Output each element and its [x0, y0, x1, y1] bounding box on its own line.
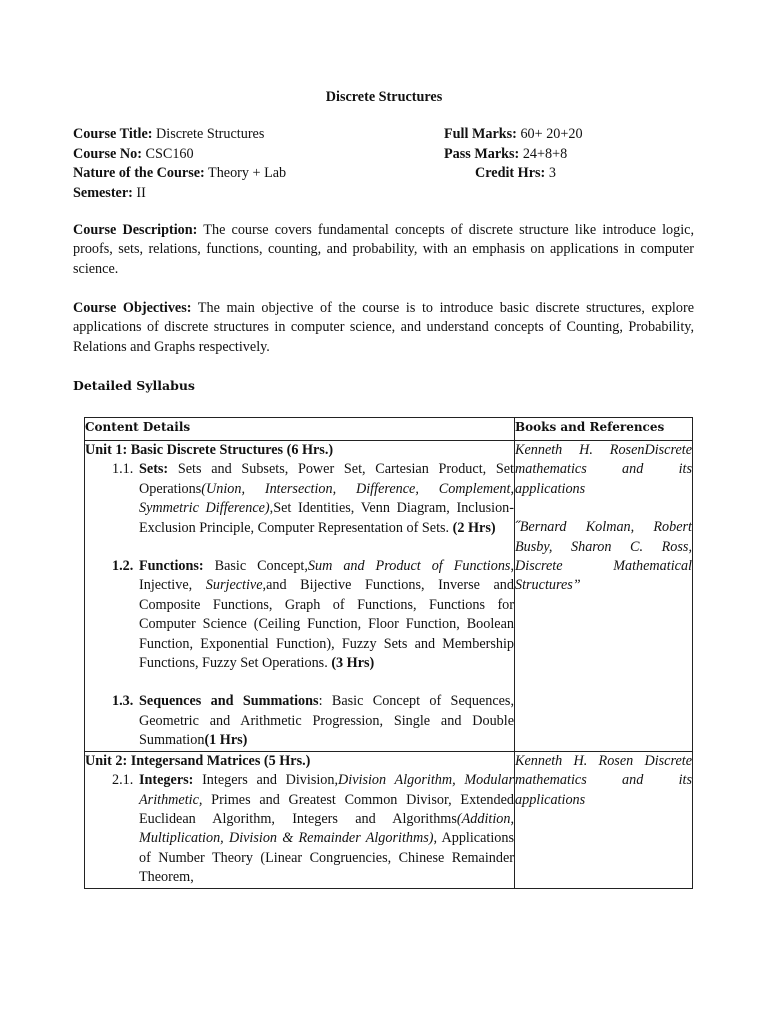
full-marks: Full Marks: 60+ 20+20	[444, 126, 583, 142]
course-nature: Nature of the Course: Theory + Lab	[73, 165, 287, 181]
header-books-references: Books and References	[515, 418, 693, 441]
course-title: Course Title: Discrete Structures	[73, 126, 265, 142]
syllabus-table	[84, 417, 693, 889]
header-content-details: Content Details	[85, 418, 515, 441]
item-1-2: 1.2. Functions: Basic Concept,Sum and Product of Functions, Injective, Surjective,and Bijective Functions, Inverse and Composite Functions, Graph of Functions, Functions for Computer Science (Ceiling Function, Floor Function, Boolean Function, Exponential Function), Fuzzy Sets and Membership Functions, Fuzzy Set Operations. (3 Hrs)	[112, 558, 514, 672]
course-no: Course No: CSC160	[73, 145, 194, 162]
unit2-books	[515, 751, 693, 888]
unit1-reference-2: ˝Bernard Kolman, Robert Busby, Sharon C. Ross, Discrete Mathematical Structures”	[515, 519, 692, 594]
meta-row-3	[73, 164, 695, 184]
meta-row-2	[73, 145, 695, 165]
unit2-reference-1: Kenneth H. Rosen Discrete mathematics and its applications	[515, 752, 692, 808]
unit2-content	[85, 751, 515, 888]
credit-hours: Credit Hrs: 3	[475, 165, 556, 181]
item-2-1: 2.1. Integers: Integers and Division,Division Algorithm, Modular Arithmetic, Primes and Greatest Common Divisor, Extended Euclidean Algorithm, Integers and Algorithms(Addition, Multiplication, Division & Remainder Algorithms), Applications of Number Theory (Linear Congruencies, Chinese Remainder Theorem,	[112, 772, 514, 886]
item-1-1: 1.1. Sets: Sets and Subsets, Power Set, Cartesian Product, Set Operations(Union, Intersection, Difference, Complement, Symmetric Difference),Set Identities, Venn Diagram, Inclusion-Exclusion Principle, Computer Representation of Sets. (2 Hrs)	[112, 461, 514, 536]
table-header-row	[85, 418, 693, 441]
document-title: Discrete Structures	[325, 89, 443, 105]
pass-marks: Pass Marks: 24+8+8	[444, 145, 568, 162]
unit1-heading: Unit 1: Basic Discrete Structures (6 Hrs.)	[85, 442, 334, 458]
unit1-reference-1: Kenneth H. RosenDiscrete mathematics and its applications	[515, 442, 692, 497]
course-meta	[73, 125, 695, 203]
item-1-3: 1.3. Sequences and Summations: Basic Concept of Sequences, Geometric and Arithmetic Progression, Single and Double Summation(1 Hrs)	[112, 693, 514, 749]
meta-row-1	[73, 125, 695, 145]
detailed-syllabus-heading: Detailed Syllabus	[73, 378, 195, 393]
table-row-unit2	[85, 751, 693, 888]
unit1-content	[85, 441, 515, 752]
table-row-unit1	[85, 441, 693, 752]
unit2-heading: Unit 2: Integersand Matrices (5 Hrs.)	[85, 752, 311, 769]
course-objectives: Course Objectives: The main objective of the course is to introduce basic discrete structures, explore applications of discrete structures in computer science, and understand concepts of Counting, Probability, Relations and Graphs respectively.	[73, 300, 694, 355]
course-description: Course Description: The course covers fundamental concepts of discrete structure like introduce logic, proofs, sets, relations, functions, counting, and probability, with an emphasis on applications in computer science.	[73, 222, 694, 277]
unit1-books	[515, 441, 693, 752]
semester: Semester: II	[73, 184, 146, 201]
meta-row-4	[73, 184, 695, 204]
